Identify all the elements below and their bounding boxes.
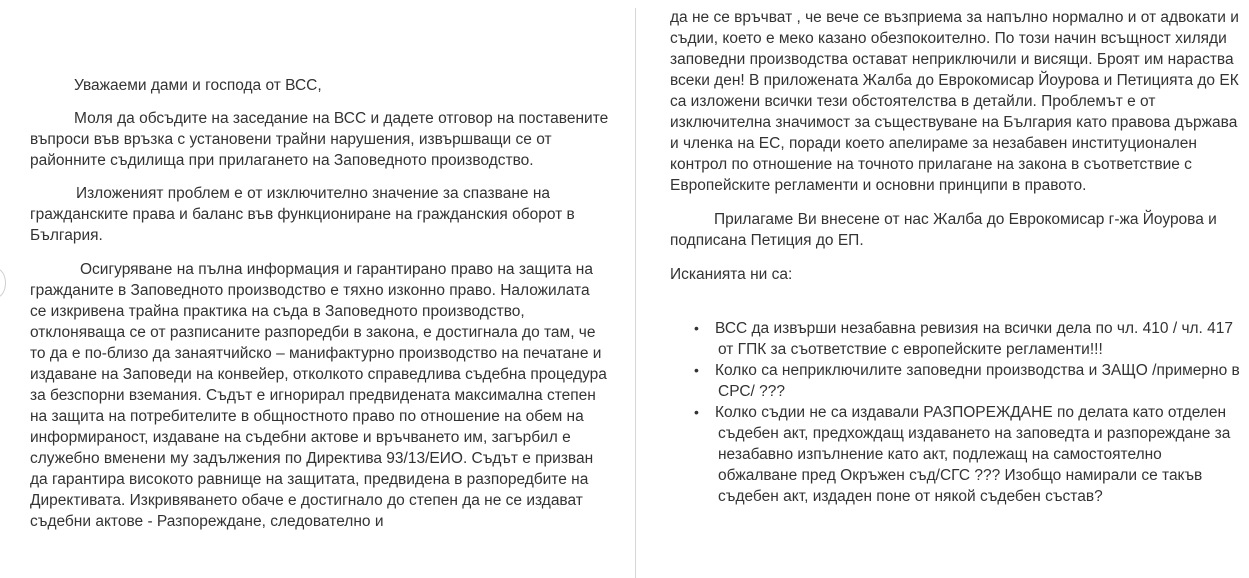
- requests-heading: Исканията ни са:: [670, 266, 793, 283]
- paragraph-request-discussion: Моля да обсъдите на заседание на ВСС и дадете отговор на поставените въпроси във връзка с установени трайни нарушения, извършващи се от районните съдилища при прилагането на Заповедното производство.: [30, 110, 609, 169]
- paragraph-continuation: да не се връчват , че вече се възприема за напълно нормално и от адвокати и съдии, което е меко казано обезпокоително. По този начин всъщност хиляди заповедни производства остават неприключили и висящи. Броят им нараства всеки ден! В приложената Жалба до Еврокомисар Йоурова и Петицията до ЕК са изложени всички тези обстоятелства в детайли. Проблемът е от изключителна значимост за съществуване на България като правова държава и членка на ЕС, поради което апелираме за незабавен институционален контрол по отношение на точното прилагане на закона в съответствие с Европейските регламенти и основни принципи в правото.: [670, 9, 1239, 194]
- request-item-pending-cases: [670, 360, 1245, 402]
- request-text: ВСС да извърши незабавна ревизия на всички дела по чл. 410 / чл. 417 от ГПК за съответствие с европейските регламенти!!!: [715, 320, 1234, 358]
- bullet-icon: •: [694, 362, 699, 378]
- bullet-icon: •: [694, 404, 699, 420]
- paragraph-attachments: Прилагаме Ви внесене от нас Жалба до Еврокомисар г-жа Йоурова и подписана Петиция до ЕП.: [670, 211, 1217, 249]
- column-divider: [635, 8, 636, 578]
- left-text-column: [30, 0, 610, 532]
- greeting: Уважаеми дами и господа от ВСС,: [74, 77, 322, 94]
- request-text: Колко са неприключилите заповедни производства и ЗАЩО /примерно в СРС/ ???: [715, 362, 1240, 400]
- paragraph-right-to-defense: Осигуряване на пълна информация и гарантирано право на защита на гражданите в Заповедното производство е тяхно изконно право. Наложилата се изкривена трайна практика на съда в Заповедното производство, отклоняваща се от разписаните разпоредби в закона, е достигнала до там, че то да е по-близо да занаятчийско – манифактурно производство на печатане и издаване на Заповеди на конвейер, отколкото справедлива съдебна процедура за безспорни вземания. Съдът е игнорирал предвидената максимална степен на защита на потребителите в общностното право по отношение на обем на информираност, издаване на съдебни актове и връчването им, загърбил е служебно вменени му задължения по Директива 93/13/ЕИО. Съдът е призван да гарантира високото равнище на защитата, предвидена в разпоредбите на Директивата. Изкривяването обаче е достигнало до степен да не се издават съдебни актове - Разпореждане, следователно и: [30, 261, 607, 530]
- request-item-judges-orders: [670, 402, 1245, 507]
- page-edge-handle: [0, 268, 6, 298]
- right-text-column: [670, 0, 1245, 507]
- request-item-revision: [670, 318, 1245, 360]
- requests-list: [670, 318, 1245, 507]
- request-text: Колко съдии не са издавали РАЗПОРЕЖДАНЕ по делата като отделен съдебен акт, предхождащ издаването на заповедта и разпореждане за незабавно изпълнение като акт, подлежащ на самостоятелно обжалване пред Окръжен съд/СГС ??? Изобщо намирали се такъв съдебен акт, издаден поне от някой съдебен състав?: [715, 404, 1231, 505]
- bullet-icon: •: [694, 320, 699, 336]
- paragraph-problem-importance: Изложеният проблем е от изключително значение за спазване на гражданските права и баланс във функциониране на гражданския оборот в България.: [30, 185, 575, 244]
